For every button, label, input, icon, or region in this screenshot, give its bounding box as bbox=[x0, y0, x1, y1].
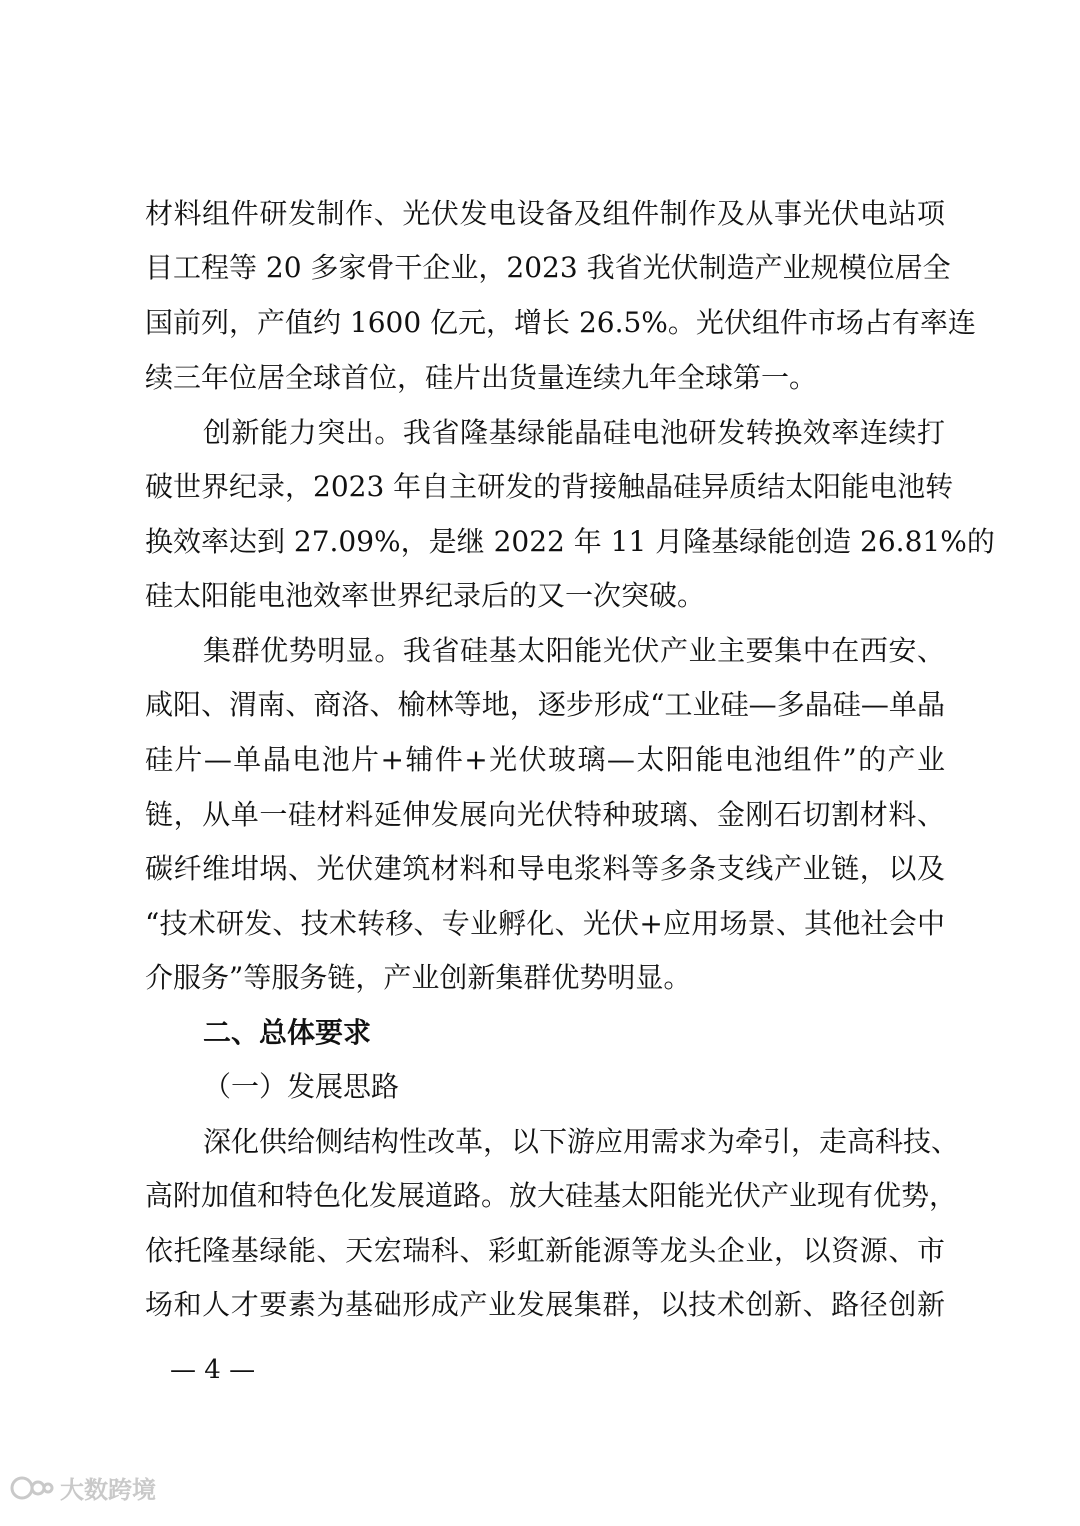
text-line: 场和人才要素为基础形成产业发展集群，以技术创新、路径创新 bbox=[145, 1288, 945, 1321]
text-line: 破世界纪录，2023 年自主研发的背接触晶硅异质结太阳能电池转 bbox=[145, 470, 954, 503]
subsection-heading: （一）发展思路 bbox=[203, 1070, 400, 1103]
watermark-logo-icon bbox=[10, 1474, 54, 1502]
text-line: 咸阳、渭南、商洛、榆林等地，逐步形成“工业硅—多晶硅—单晶 bbox=[145, 688, 945, 721]
text-line: 目工程等 20 多家骨干企业，2023 我省光伏制造产业规模位居全 bbox=[145, 251, 951, 284]
text-line: 创新能力突出。我省隆基绿能晶硅电池研发转换效率连续打 bbox=[203, 416, 945, 449]
text-line: 硅太阳能电池效率世界纪录后的又一次突破。 bbox=[145, 579, 706, 612]
text-line: 深化供给侧结构性改革，以下游应用需求为牵引，走高科技、 bbox=[203, 1125, 960, 1158]
text-line: “技术研发、技术转移、专业孵化、光伏+应用场景、其他社会中 bbox=[145, 907, 945, 940]
text-line: 介服务”等服务链，产业创新集群优势明显。 bbox=[145, 961, 692, 994]
section-heading: 二、总体要求 bbox=[203, 1016, 372, 1049]
text-line: 碳纤维坩埚、光伏建筑材料和导电浆料等多条支线产业链，以及 bbox=[145, 852, 945, 885]
text-line: 国前列，产值约 1600 亿元，增长 26.5%。光伏组件市场占有率连 bbox=[145, 306, 976, 339]
text-line: 依托隆基绿能、天宏瑞科、彩虹新能源等龙头企业，以资源、市 bbox=[145, 1234, 945, 1267]
text-line: 硅片—单晶电池片+辅件+光伏玻璃—太阳能电池组件”的产业 bbox=[145, 743, 945, 776]
text-line: 链，从单一硅材料延伸发展向光伏特种玻璃、金刚石切割材料、 bbox=[145, 798, 945, 831]
text-line: 续三年位居全球首位，硅片出货量连续九年全球第一。 bbox=[145, 361, 818, 394]
text-line: 材料组件研发制作、光伏发电设备及组件制作及从事光伏电站项 bbox=[145, 197, 945, 230]
watermark bbox=[10, 1470, 156, 1505]
text-line: 高附加值和特色化发展道路。放大硅基太阳能光伏产业现有优势， bbox=[145, 1179, 958, 1212]
page-number: — 4 — bbox=[170, 1355, 256, 1385]
watermark-text: 大数跨境 bbox=[60, 1476, 156, 1504]
text-line: 集群优势明显。我省硅基太阳能光伏产业主要集中在西安、 bbox=[203, 634, 945, 667]
text-line: 换效率达到 27.09%，是继 2022 年 11 月隆基绿能创造 26.81%的 bbox=[145, 525, 995, 558]
